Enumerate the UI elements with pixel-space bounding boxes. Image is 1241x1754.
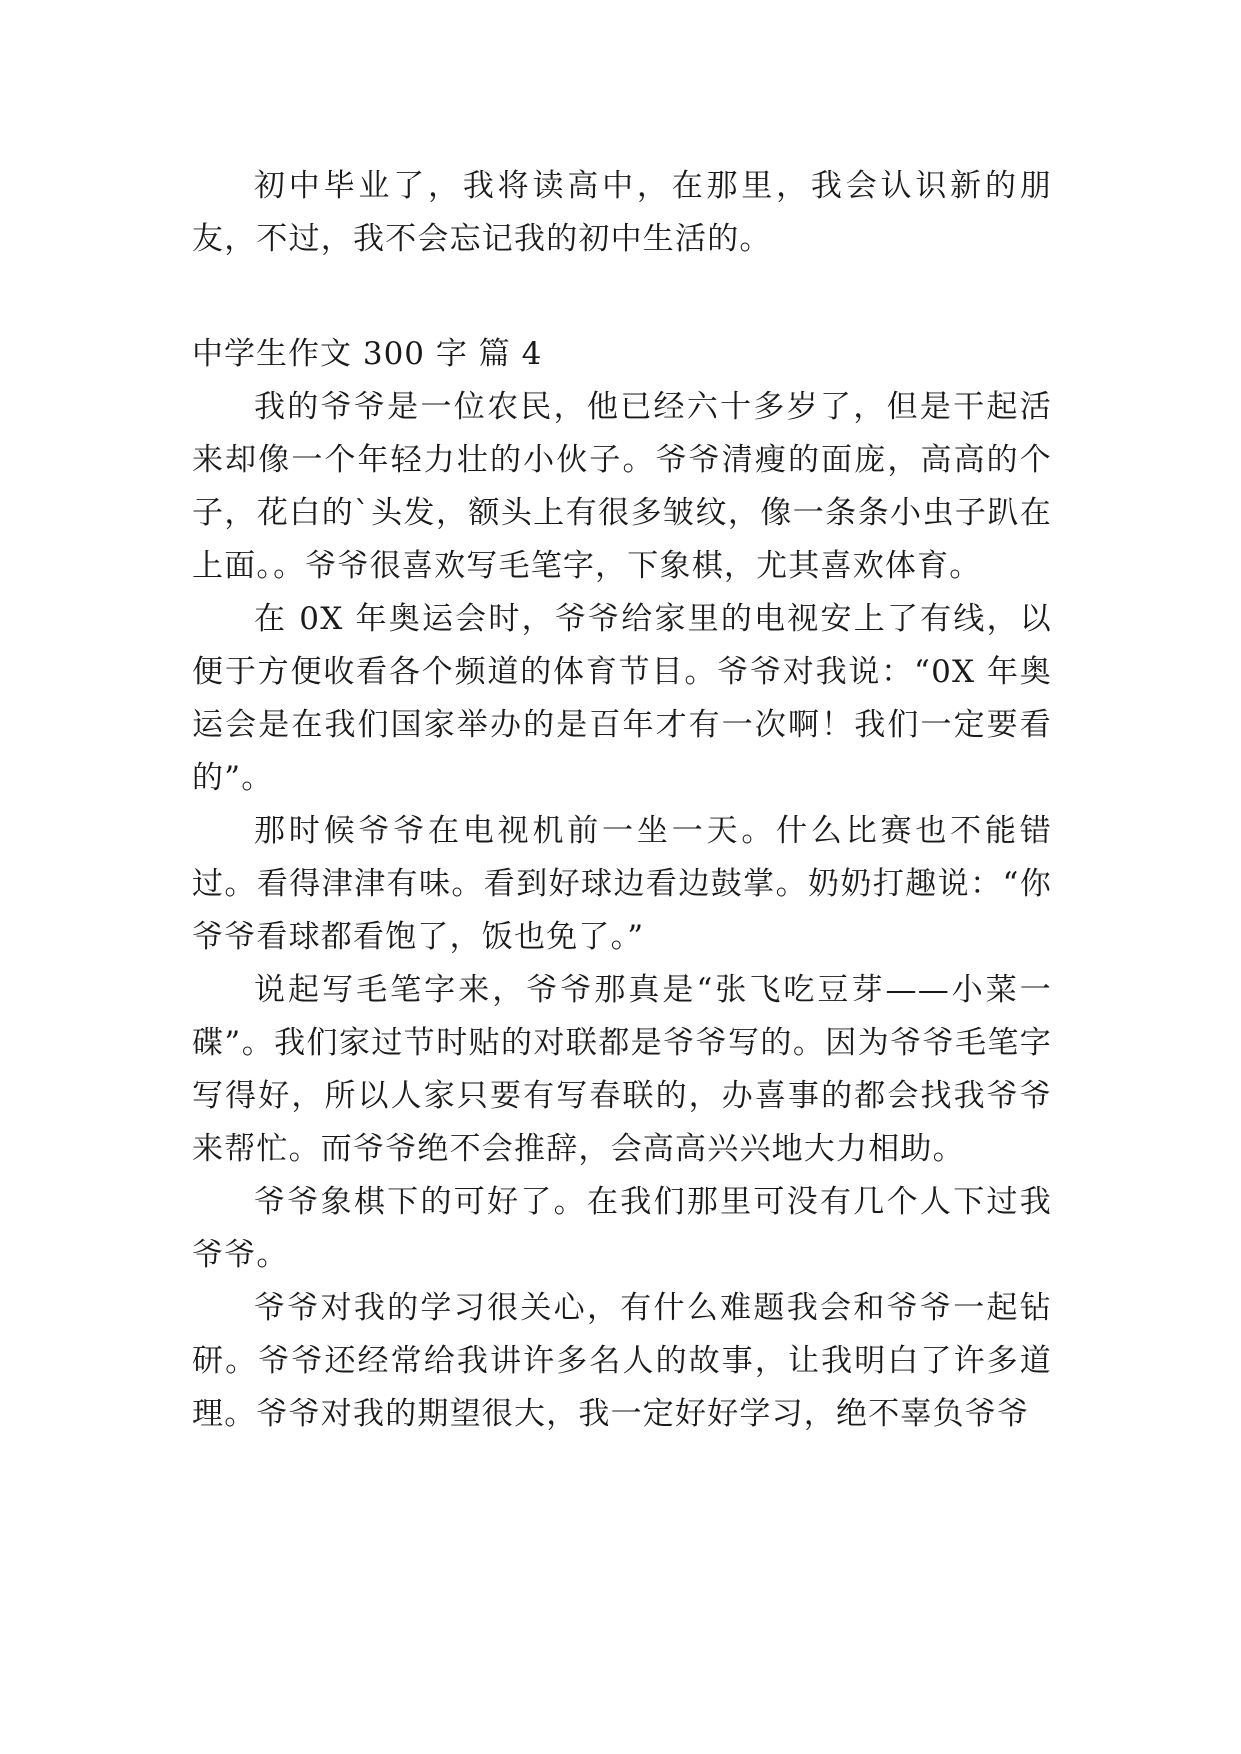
paragraph-study: 爷爷对我的学习很关心，有什么难题我会和爷爷一起钻研。爷爷还经常给我讲许多名人的故事，让我明白了许多道理。爷爷对我的期望很大，我一定好好学习，绝不辜负爷爷 — [192, 1290, 1052, 1432]
essay-heading: 中学生作文 300 字 篇 4 — [192, 336, 543, 372]
paragraph-graduation: 初中毕业了，我将读高中，在那里，我会认识新的朋友，不过，我不会忘记我的初中生活的。 — [192, 168, 1052, 257]
paragraph-watching-tv: 那时候爷爷在电视机前一坐一天。什么比赛也不能错过。看得津津有味。看到好球边看边鼓掌。奶奶打趣说：“你爷爷看球都看饱了，饭也免了。” — [192, 813, 1052, 955]
paragraph-grandpa-intro: 我的爷爷是一位农民，他已经六十多岁了，但是干起活来却像一个年轻力壮的小伙子。爷爷清瘦的面庞，高高的个子，花白的`头发，额头上有很多皱纹，像一条条小虫子趴在上面。。爷爷很喜欢写毛笔字，下象棋，尤其喜欢体育。 — [192, 389, 1052, 584]
paragraph-olympics: 在 0X 年奥运会时，爷爷给家里的电视安上了有线，以便于方便收看各个频道的体育节目。爷爷对我说：“0X 年奥运会是在我们国家举办的是百年才有一次啊！我们一定要看的”。 — [192, 601, 1052, 796]
document-body — [192, 160, 1052, 1441]
paragraph-calligraphy: 说起写毛笔字来，爷爷那真是“张飞吃豆芽——小菜一碟”。我们家过节时贴的对联都是爷爷写的。因为爷爷毛笔字写得好，所以人家只要有写春联的，办喜事的都会找我爷爷来帮忙。而爷爷绝不会推辞，会高高兴兴地大力相助。 — [192, 972, 1052, 1167]
paragraph-chess: 爷爷象棋下的可好了。在我们那里可没有几个人下过我爷爷。 — [192, 1184, 1052, 1273]
